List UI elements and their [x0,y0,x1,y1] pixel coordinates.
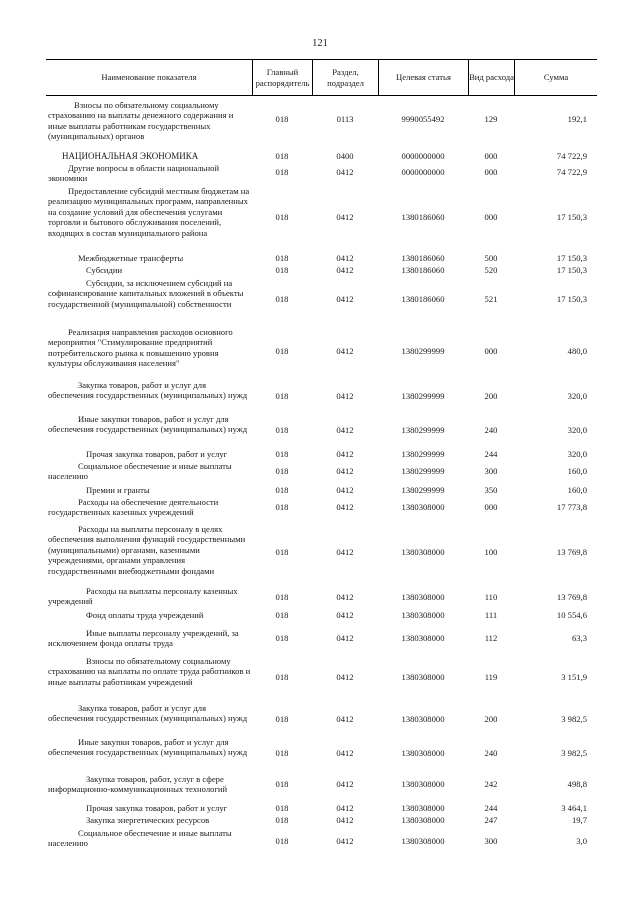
row-target: 1380308000 [401,748,445,758]
row-name: Прочая закупка товаров, работ и услуг [86,803,228,813]
row-sum: 13 769,8 [556,547,587,557]
row-target: 1380186060 [401,294,445,304]
table-row [46,737,597,770]
row-sum: 17 150,3 [556,212,587,222]
row-kind: 000 [484,212,498,222]
row-sum: 13 769,8 [556,592,587,602]
row-manager: 018 [275,212,289,222]
row-kind: 300 [484,836,498,846]
table-row [46,610,597,622]
row-kind: 242 [484,779,498,789]
row-target: 1380308000 [401,803,445,813]
table-row [46,497,597,519]
row-target: 1380308000 [401,836,445,846]
row-target: 1380299999 [401,485,445,495]
table-row [46,524,597,579]
row-kind: 247 [484,815,498,825]
header-target: Целевая статья [378,60,468,95]
row-kind: 000 [484,502,498,512]
row-manager: 018 [275,391,289,401]
row-target: 1380308000 [401,610,445,620]
row-target: 1380308000 [401,779,445,789]
row-kind: 110 [484,592,498,602]
table-row [46,380,597,413]
row-kind: 200 [484,391,498,401]
row-target: 1380308000 [401,502,445,512]
row-sum: 498,8 [567,779,587,789]
table-row [46,327,597,371]
row-kind: 112 [484,633,498,643]
row-name: Иные закупки товаров, работ и услуг для обеспечения государственных (муниципальных) нужд [48,737,248,758]
row-section: 0113 [336,114,354,124]
table-row [46,186,597,251]
row-sum: 3 982,5 [561,748,587,758]
row-name: Прочая закупка товаров, работ и услуг [86,449,228,459]
row-section: 0412 [336,803,354,813]
row-name: Взносы по обязательному социальному страхованию на выплаты по оплате труда работников и иные выплаты работникам учреждений [48,656,251,687]
row-name: Расходы на выплаты персоналу казенных учреждений [48,586,238,607]
row-section: 0412 [336,779,354,789]
row-name: Субсидии, за исключением субсидий на софинансирование капитальных вложений в объекты государственной (муниципальной) собственности [48,278,244,309]
row-manager: 018 [275,502,289,512]
row-manager: 018 [275,633,289,643]
table-row [46,461,597,483]
row-name: Другие вопросы в области национальной экономики [48,163,220,184]
row-manager: 018 [275,294,289,304]
row-manager: 018 [275,151,289,161]
row-sum: 19,7 [571,815,587,825]
header-name: Наименование показателя [101,72,197,82]
row-kind: 240 [484,425,498,435]
row-kind: 244 [484,449,498,459]
row-target: 1380186060 [401,212,445,222]
row-manager: 018 [275,265,289,275]
row-sum: 74 722,9 [556,151,587,161]
row-kind: 520 [484,265,498,275]
row-target: 1380299999 [401,466,445,476]
row-section: 0412 [336,815,354,825]
row-manager: 018 [275,449,289,459]
row-section: 0412 [336,836,354,846]
row-name: Закупка товаров, работ, услуг в сфере информационно-коммуникационных технологий [48,774,228,795]
row-kind: 500 [484,253,498,263]
row-target: 1380186060 [401,253,445,263]
table-row [46,414,597,447]
table-row [46,774,597,796]
row-sum: 320,0 [567,425,587,435]
header-sum: Сумма [514,60,597,95]
row-section: 0400 [336,151,354,161]
row-kind: 129 [484,114,498,124]
row-sum: 63,3 [571,633,587,643]
row-section: 0412 [336,592,354,602]
row-section: 0412 [336,425,354,435]
row-name: Взносы по обязательному социальному страхованию на выплаты денежного содержания и иные выплаты работникам государственных (муниципальных) органов [48,100,234,142]
row-manager: 018 [275,114,289,124]
row-name: Предоставление субсидий местным бюджетам на реализацию муниципальных программ, направленных на создание условий для обеспечения услугами торговли и бытового обслуживания поселений, входящих в состав муниципального района [48,186,250,238]
row-kind: 240 [484,748,498,758]
row-kind: 000 [484,167,498,177]
table-row [46,703,597,736]
row-manager: 018 [275,167,289,177]
row-section: 0412 [336,346,354,356]
table-row [46,151,597,163]
row-sum: 192,1 [567,114,587,124]
table-header [46,59,597,96]
row-sum: 17 150,3 [556,253,587,263]
row-name: Межбюджетные трансферты [78,253,184,263]
row-section: 0412 [336,672,354,682]
row-manager: 018 [275,836,289,846]
table-row [46,485,597,497]
row-kind: 119 [484,672,498,682]
row-name: Расходы на обеспечение деятельности государственных казенных учреждений [48,497,219,518]
row-section: 0412 [336,714,354,724]
row-section: 0412 [336,466,354,476]
row-manager: 018 [275,592,289,602]
header-kind: Вид расхода [468,60,514,95]
row-name: Закупка энергетических ресурсов [86,815,210,825]
row-section: 0412 [336,633,354,643]
row-manager: 018 [275,815,289,825]
row-target: 1380308000 [401,547,445,557]
header-manager: Главный распорядитель [252,60,312,95]
row-kind: 244 [484,803,498,813]
table-row [46,815,597,827]
row-section: 0412 [336,610,354,620]
row-sum: 3 151,9 [561,672,587,682]
table-row [46,803,597,815]
row-section: 0412 [336,265,354,275]
row-target: 1380308000 [401,592,445,602]
row-target: 1380308000 [401,714,445,724]
row-sum: 3 982,5 [561,714,587,724]
row-kind: 200 [484,714,498,724]
table-row [46,656,597,700]
row-section: 0412 [336,294,354,304]
row-target: 1380186060 [401,265,445,275]
row-section: 0412 [336,748,354,758]
row-manager: 018 [275,253,289,263]
table-row [46,253,597,265]
row-kind: 521 [484,294,498,304]
row-name: Реализация направления расходов основного мероприятия "Стимулирование предприятий потребительского рынка к повышению уровня культуры обслуживания населения" [48,327,233,369]
row-manager: 018 [275,547,289,557]
row-manager: 018 [275,672,289,682]
row-name: Закупка товаров, работ и услуг для обеспечения государственных (муниципальных) нужд [48,703,248,724]
row-target: 1380308000 [401,633,445,643]
row-target: 1380299999 [401,346,445,356]
row-section: 0412 [336,212,354,222]
header-section: Раздел, подраздел [312,60,378,95]
row-kind: 111 [484,610,498,620]
row-sum: 3,0 [576,836,587,846]
page-number: 121 [312,38,328,49]
row-name: Иные закупки товаров, работ и услуг для обеспечения государственных (муниципальных) нужд [48,414,248,435]
row-section: 0412 [336,449,354,459]
row-sum: 10 554,6 [556,610,587,620]
table-row [46,628,597,650]
table-row [46,100,597,150]
row-name: Социальное обеспечение и иные выплаты населению [48,828,232,849]
row-target: 1380299999 [401,449,445,459]
row-manager: 018 [275,485,289,495]
row-target: 1380299999 [401,425,445,435]
table-row [46,278,597,322]
row-sum: 74 722,9 [556,167,587,177]
row-name: Субсидии [86,265,123,275]
row-name: Закупка товаров, работ и услуг для обеспечения государственных (муниципальных) нужд [48,380,248,401]
row-section: 0412 [336,547,354,557]
row-sum: 160,0 [567,466,587,476]
row-name: Фонд оплаты труда учреждений [86,610,204,620]
row-section: 0412 [336,391,354,401]
row-sum: 3 464,1 [561,803,587,813]
row-section: 0412 [336,502,354,512]
row-kind: 000 [484,151,498,161]
row-manager: 018 [275,748,289,758]
row-target: 1380299999 [401,391,445,401]
table-row [46,586,597,608]
row-sum: 160,0 [567,485,587,495]
row-manager: 018 [275,346,289,356]
row-manager: 018 [275,714,289,724]
row-target: 1380308000 [401,815,445,825]
row-sum: 320,0 [567,449,587,459]
row-kind: 350 [484,485,498,495]
row-name: Премии и гранты [86,485,150,495]
row-manager: 018 [275,610,289,620]
row-name: Социальное обеспечение и иные выплаты населению [48,461,232,482]
table-row [46,828,597,850]
row-sum: 320,0 [567,391,587,401]
row-sum: 17 773,8 [556,502,587,512]
row-manager: 018 [275,425,289,435]
row-kind: 000 [484,346,498,356]
row-sum: 17 150,3 [556,265,587,275]
row-name: Иные выплаты персоналу учреждений, за исключением фонда оплаты труда [48,628,239,649]
row-manager: 018 [275,779,289,789]
row-section: 0412 [336,485,354,495]
row-sum: 17 150,3 [556,294,587,304]
row-sum: 480,0 [567,346,587,356]
row-target: 1380308000 [401,672,445,682]
row-name: Расходы на выплаты персоналу в целях обеспечения выполнения функций государственными (муниципальными) органами, казенными учреждениями, органами управления государственными внебюджетными фондами [48,524,246,576]
row-target: 9990055492 [401,114,445,124]
row-manager: 018 [275,803,289,813]
row-manager: 018 [275,466,289,476]
row-section: 0412 [336,253,354,263]
row-section: 0412 [336,167,354,177]
row-kind: 300 [484,466,498,476]
row-target: 0000000000 [401,167,445,177]
table-row [46,265,597,277]
row-name: НАЦИОНАЛЬНАЯ ЭКОНОМИКА [62,151,199,161]
table-row [46,163,597,185]
table-row [46,449,597,461]
row-kind: 100 [484,547,498,557]
row-target: 0000000000 [401,151,445,161]
